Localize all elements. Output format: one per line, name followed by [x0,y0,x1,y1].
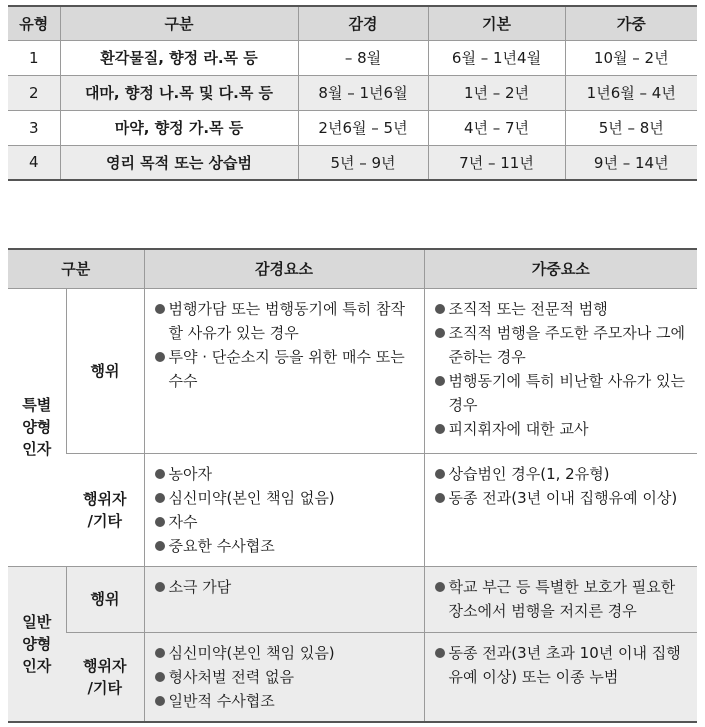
list-item [435,486,688,510]
mitigating-cell [144,288,424,453]
list-item-text: 동종 전과(3년 초과 10년 이내 집행유예 이상) 또는 이종 누범 [448,643,681,686]
cell-type: 3 [8,110,60,145]
aggravating-cell [424,453,697,566]
sub-label [66,632,144,722]
list-item [435,641,688,689]
list-item [155,575,414,599]
cell-category: 환각물질, 향정 라.목 등 [60,40,298,75]
cell-type: 4 [8,145,60,180]
list-item [435,417,688,441]
list-item [435,321,688,369]
list-item-text: 피지휘자에 대한 교사 [448,419,589,438]
cell-category: 마약, 향정 가.목 등 [60,110,298,145]
header-aggravated: 가중 [565,6,697,40]
aggravating-cell [424,632,697,722]
sub-label-text: 행위 [90,590,120,608]
bullet-icon [155,696,165,706]
cell-mitigated: – 8월 [298,40,428,75]
mitigating-cell [144,453,424,566]
bullet-icon [435,648,445,658]
cell-mitigated: 2년6월 – 5년 [298,110,428,145]
sub-label-text: 행위자 /기타 [83,656,127,697]
cell-type: 1 [8,40,60,75]
group-label-text: 특별 양형 인자 [22,396,52,458]
list-item [155,534,414,558]
list-item-text: 학교 부근 등 특별한 보호가 필요한 장소에서 범행을 저지른 경우 [448,577,676,620]
list-item-text: 심신미약(본인 책임 없음) [168,488,335,507]
sub-label [66,453,144,566]
list-item [435,297,688,321]
group-label-text: 일반 양형 인자 [22,612,52,675]
group-label-general [8,566,66,722]
cell-aggravated: 9년 – 14년 [565,145,697,180]
bullet-icon [155,541,165,551]
header-basic: 기본 [428,6,565,40]
table-header-row [8,6,697,40]
cell-type: 2 [8,75,60,110]
mitigating-cell [144,632,424,722]
sub-label [66,566,144,632]
cell-aggravated: 10월 – 2년 [565,40,697,75]
cell-basic: 7년 – 11년 [428,145,565,180]
sentencing-range-table [8,5,697,181]
sub-label-text: 행위자 /기타 [83,489,127,530]
list-item [435,462,688,486]
table-row [8,110,697,145]
bullet-list [155,641,414,713]
list-item-text: 심신미약(본인 책임 있음) [168,643,335,662]
cell-basic: 6월 – 1년4월 [428,40,565,75]
bullet-icon [155,648,165,658]
table-header-row [8,249,697,288]
list-item-text: 범행동기에 특히 비난할 사유가 있는 경우 [448,371,685,414]
bullet-icon [435,424,445,434]
aggravating-cell [424,288,697,453]
cell-aggravated: 1년6월 – 4년 [565,75,697,110]
cell-aggravated: 5년 – 8년 [565,110,697,145]
sub-label [66,288,144,453]
list-item [155,689,414,713]
bullet-icon [435,493,445,503]
list-item-text: 일반적 수사협조 [168,691,275,710]
list-item [155,297,414,345]
list-item-text: 형사처벌 전력 없음 [168,667,294,686]
bullet-icon [155,352,165,362]
header-type: 유형 [8,6,60,40]
bullet-icon [435,376,445,386]
bullet-list [435,462,688,510]
list-item [155,345,414,393]
cell-basic: 4년 – 7년 [428,110,565,145]
list-item-text: 상습범인 경우(1, 2유형) [448,464,610,483]
aggravating-cell [424,566,697,632]
list-item [435,369,688,417]
bullet-list [155,462,414,558]
cell-category: 영리 목적 또는 상습범 [60,145,298,180]
table-row [8,75,697,110]
list-item-text: 조직적 범행을 주도한 주모자나 그에 준하는 경우 [448,323,685,366]
table-row [8,566,697,632]
list-item-text: 소극 가담 [168,577,232,596]
bullet-icon [435,582,445,592]
cell-category: 대마, 향정 나.목 및 다.목 등 [60,75,298,110]
bullet-icon [155,493,165,503]
bullet-icon [155,304,165,314]
cell-mitigated: 5년 – 9년 [298,145,428,180]
bullet-list [155,297,414,393]
bullet-list [435,575,688,623]
list-item-text: 범행가담 또는 범행동기에 특히 참작할 사유가 있는 경우 [168,299,405,342]
list-item-text: 농아자 [168,464,212,483]
cell-mitigated: 8월 – 1년6월 [298,75,428,110]
list-item [435,575,688,623]
sub-label-text: 행위 [90,361,120,380]
list-item-text: 자수 [168,512,198,531]
table-row [8,288,697,453]
bullet-list [435,641,688,689]
list-item [155,462,414,486]
bullet-icon [435,328,445,338]
header-division: 구분 [8,249,144,288]
list-item-text: 조직적 또는 전문적 범행 [448,299,608,318]
header-aggravating-factors: 가중요소 [424,249,697,288]
bullet-list [435,297,688,441]
list-item-text: 중요한 수사협조 [168,536,275,555]
list-item [155,665,414,689]
bullet-list [155,575,414,599]
list-item-text: 투약 · 단순소지 등을 위한 매수 또는 수수 [168,347,405,390]
list-item [155,510,414,534]
mitigating-cell [144,566,424,632]
list-item [155,641,414,665]
table-row [8,632,697,722]
bullet-icon [435,304,445,314]
header-mitigated: 감경 [298,6,428,40]
table-row [8,145,697,180]
header-category: 구분 [60,6,298,40]
list-item-text: 동종 전과(3년 이내 집행유예 이상) [448,488,678,507]
bullet-icon [435,469,445,479]
table-row [8,40,697,75]
bullet-icon [155,469,165,479]
cell-basic: 1년 – 2년 [428,75,565,110]
group-label-special [8,288,66,566]
table-row [8,453,697,566]
bullet-icon [155,672,165,682]
sentencing-factors-table [8,248,697,723]
list-item [155,486,414,510]
header-mitigating-factors: 감경요소 [144,249,424,288]
bullet-icon [155,582,165,592]
bullet-icon [155,517,165,527]
